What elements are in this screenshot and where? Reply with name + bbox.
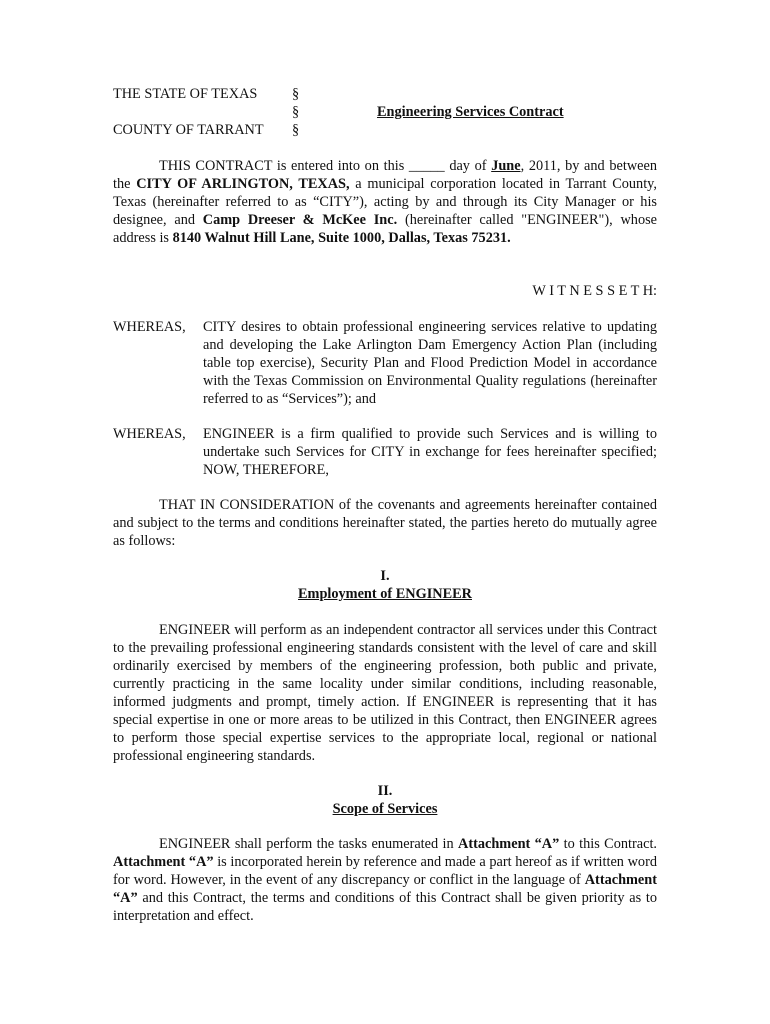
consideration-paragraph: THAT IN CONSIDERATION of the covenants and agreements hereinafter contained and subject to the terms and conditions hereinafter stated, the parties hereto do mutually agree as follows:	[113, 497, 657, 549]
whereas-label: WHEREAS,	[113, 426, 186, 442]
witnesseth-heading: W I T N E S S E T H:	[532, 283, 657, 299]
contract-title: Engineering Services Contract	[377, 104, 564, 120]
article-number: I.	[380, 568, 390, 584]
section-symbol: §	[292, 122, 300, 138]
article-number: II.	[377, 783, 393, 799]
state-line: THE STATE OF TEXAS	[113, 86, 258, 102]
county-line: COUNTY OF TARRANT	[113, 122, 264, 138]
article-body: ENGINEER will perform as an independent contractor all services under this Contract to the prevailing professional engineering standards consistent with the level of care and skill ordinarily exercised by members of the engineering profession, both public and private, currently practicing in the same locality under similar conditions, including reasonable, informed judgments and prompt, timely action. If ENGINEER is representing that it has special expertise in one or more areas to be utilized in this Contract, then ENGINEER agrees to perform those special expertise services to the appropriate local, regional or national professional engineering standards.	[113, 622, 657, 764]
article-title: Scope of Services	[332, 801, 438, 817]
whereas-text: ENGINEER is a firm qualified to provide such Services and is willing to undertake such Services for CITY in exchange for fees hereinafter specified; NOW, THEREFORE,	[203, 426, 657, 478]
section-symbol: §	[292, 86, 300, 102]
article-heading	[113, 782, 657, 818]
article-heading	[113, 567, 657, 603]
article-title: Employment of ENGINEER	[298, 586, 472, 602]
engineer-address: 8140 Walnut Hill Lane, Suite 1000, Dallas, Texas 75231.	[172, 230, 511, 246]
attachment-reference: Attachment “A”	[458, 836, 560, 852]
month: June	[491, 158, 521, 174]
whereas-label: WHEREAS,	[113, 319, 186, 335]
whereas-text: CITY desires to obtain professional engineering services relative to updating and developing the Lake Arlington Dam Emergency Action Plan (including table top exercise), Security Plan and Flood Prediction Model in accordance with the Texas Commission on Environmental Quality regulations (hereinafter referred to as “Services”); and	[203, 319, 657, 407]
engineer-name: Camp Dreeser & McKee Inc.	[202, 212, 398, 228]
article-body: ENGINEER shall perform the tasks enumerated in Attachment “A” to this Contract. Attachment “A” is incorporated herein by reference and made a part hereof as if written word for word. However, in the event of any discrepancy or conflict in the language of Attachment “A” and this Contract, the terms and conditions of this Contract shall be given priority as to interpretation and effect.	[113, 836, 657, 924]
attachment-reference: Attachment “A”	[113, 872, 657, 906]
section-symbol: §	[292, 104, 300, 120]
opening-paragraph: THIS CONTRACT is entered into on this _____ day of June, 2011, by and between the CITY OF ARLINGTON, TEXAS, a municipal corporation located in Tarrant County, Texas (hereinafter referred to as “CITY”), acting by and through its City Manager or his designee, and Camp Dreeser & McKee Inc. (hereinafter called "ENGINEER"), whose address is 8140 Walnut Hill Lane, Suite 1000, Dallas, Texas 75231.	[113, 158, 657, 246]
city-name: CITY OF ARLINGTON, TEXAS,	[136, 176, 350, 192]
attachment-reference: Attachment “A”	[113, 854, 214, 870]
